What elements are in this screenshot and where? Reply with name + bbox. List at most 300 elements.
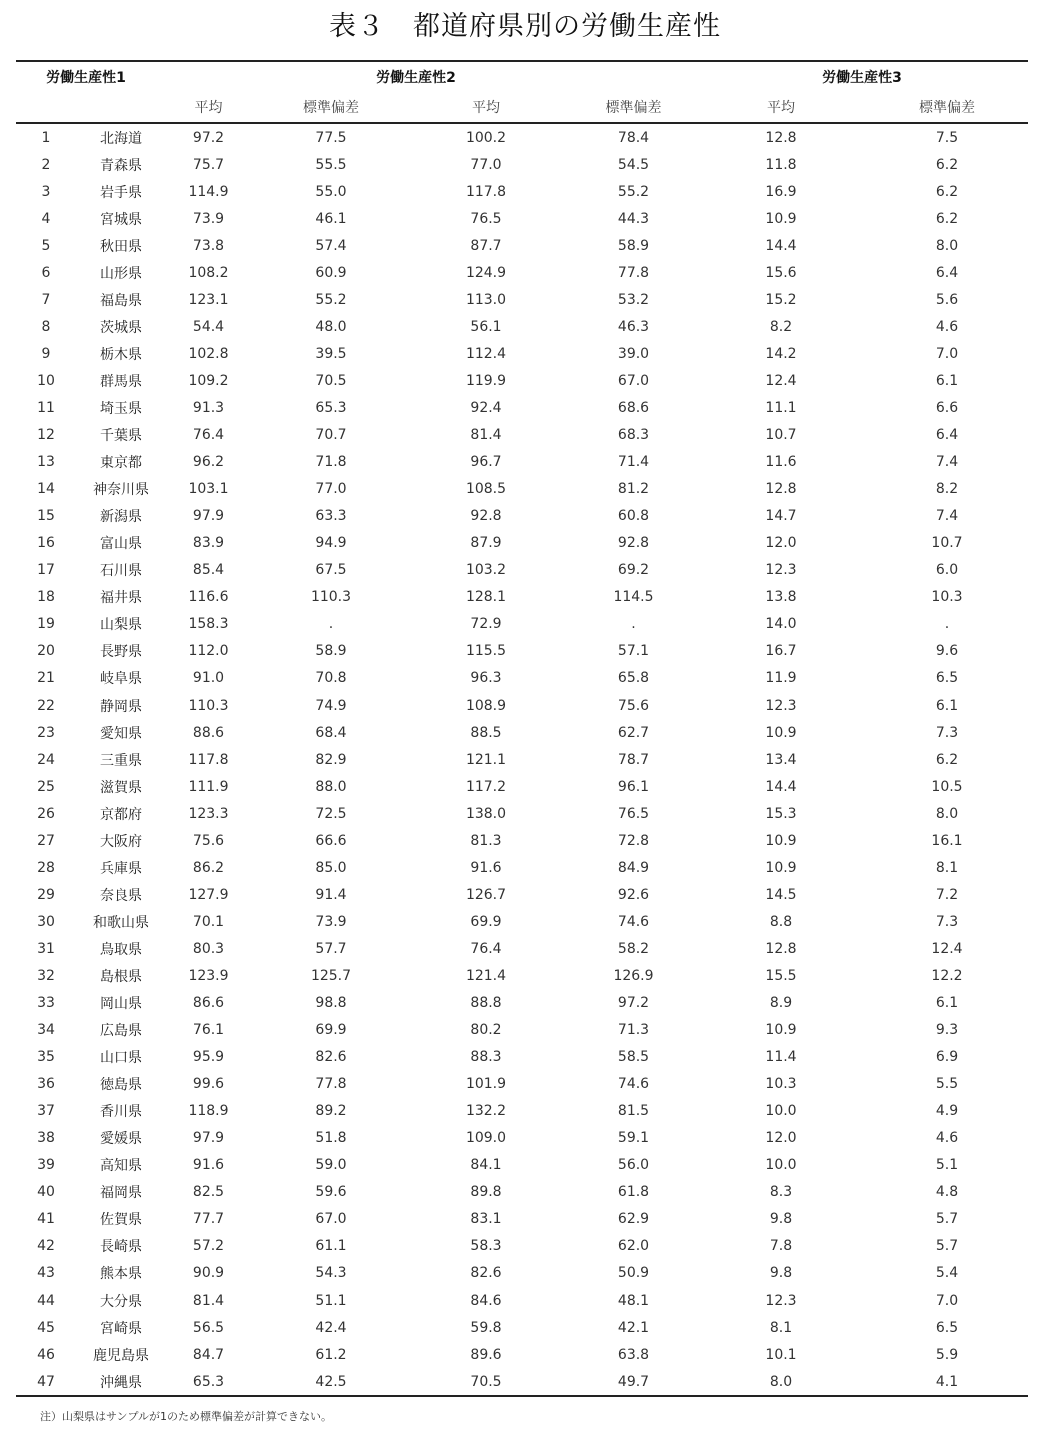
table-row bbox=[16, 1098, 1028, 1125]
cell-sd-2: 53.2 bbox=[617, 291, 650, 308]
cell-sd-1: 125.7 bbox=[310, 967, 352, 984]
cell-mean-2: 81.3 bbox=[470, 832, 502, 849]
cell-sd-2: 63.8 bbox=[617, 1346, 650, 1363]
cell-mean-3: 8.0 bbox=[696, 1368, 866, 1396]
cell-sd-3: 6.2 bbox=[935, 183, 959, 200]
cell-mean-3: 14.4 bbox=[765, 778, 797, 795]
cell-sd-3: 5.7 bbox=[935, 1211, 959, 1228]
cell-mean-2: 119.9 bbox=[465, 372, 507, 389]
row-number: 33 bbox=[37, 995, 55, 1012]
prefecture-name: 鹿児島県 bbox=[93, 1347, 149, 1364]
cell-sd-1: 82.9 bbox=[315, 751, 347, 768]
table-row bbox=[16, 422, 1028, 449]
table-row bbox=[16, 611, 1028, 638]
prefecture-name: 和歌山県 bbox=[93, 914, 149, 931]
prefecture-name: 山形県 bbox=[100, 265, 142, 282]
cell-mean-2: 87.7 bbox=[470, 237, 502, 254]
table-row bbox=[16, 990, 1028, 1017]
cell-sd-1: 51.1 bbox=[315, 1292, 347, 1309]
cell-mean-3: 10.7 bbox=[765, 427, 797, 444]
table-row bbox=[16, 151, 1028, 178]
cell-sd-3: 12.4 bbox=[931, 940, 963, 957]
row-number: 9 bbox=[41, 345, 51, 362]
cell-mean-1: 103.1 bbox=[188, 481, 229, 498]
cell-sd-3: 9.3 bbox=[935, 1022, 959, 1039]
cell-sd-2: 39.0 bbox=[617, 345, 650, 362]
cell-sd-2: 48.1 bbox=[617, 1292, 650, 1309]
row-number: 15 bbox=[37, 508, 55, 525]
cell-sd-2: 44.3 bbox=[617, 210, 650, 227]
row-number: 10 bbox=[37, 372, 55, 389]
cell-mean-1: 75.6 bbox=[192, 832, 225, 849]
row-number: 30 bbox=[37, 913, 55, 930]
cell-sd-3: 5.4 bbox=[935, 1265, 959, 1282]
cell-sd-1: 66.6 bbox=[315, 832, 347, 849]
cell-sd-3: 16.1 bbox=[931, 832, 963, 849]
cell-mean-1: 57.2 bbox=[192, 1238, 225, 1255]
cell-sd-1: 59.0 bbox=[315, 1157, 347, 1174]
row-number: 5 bbox=[41, 237, 51, 254]
cell-mean-3: 14.5 bbox=[765, 886, 797, 903]
cell-sd-1: 67.0 bbox=[315, 1211, 347, 1228]
group-header-productivity-3: 労働生産性3 bbox=[696, 61, 1028, 92]
cell-sd-3: 10.3 bbox=[931, 589, 963, 606]
cell-sd-3: 6.5 bbox=[935, 1319, 959, 1336]
row-number: 32 bbox=[37, 967, 55, 984]
table-row bbox=[16, 1341, 1028, 1368]
table-row bbox=[16, 854, 1028, 881]
cell-mean-3: 10.0 bbox=[765, 1103, 797, 1120]
cell-sd-1: 94.9 bbox=[315, 535, 347, 552]
row-number: 41 bbox=[37, 1211, 55, 1228]
row-number: 2 bbox=[41, 156, 51, 173]
cell-sd-1: 70.5 bbox=[315, 372, 347, 389]
cell-mean-2: 83.1 bbox=[470, 1211, 502, 1228]
cell-mean-1: 108.2 bbox=[188, 264, 229, 281]
cell-mean-1: 123.9 bbox=[188, 967, 229, 984]
cell-sd-1: 48.0 bbox=[315, 318, 347, 335]
table-row bbox=[16, 503, 1028, 530]
cell-sd-2: 81.5 bbox=[617, 1103, 650, 1120]
row-number: 3 bbox=[41, 183, 51, 200]
cell-sd-3: 9.6 bbox=[935, 643, 959, 660]
prefecture-name: 群馬県 bbox=[100, 373, 142, 390]
row-number: 42 bbox=[37, 1238, 55, 1255]
prefecture-name: 岐阜県 bbox=[100, 671, 142, 688]
cell-mean-3: 10.9 bbox=[765, 724, 797, 741]
cell-mean-2: 115.5 bbox=[465, 643, 507, 660]
cell-mean-1: 73.9 bbox=[192, 210, 225, 227]
table-row bbox=[16, 773, 1028, 800]
prefecture-name: 東京都 bbox=[100, 455, 142, 472]
cell-mean-3: 11.8 bbox=[765, 156, 797, 173]
table-row bbox=[16, 123, 1028, 151]
prefecture-name: 福井県 bbox=[100, 590, 142, 607]
cell-mean-1: 96.2 bbox=[192, 454, 225, 471]
row-number: 45 bbox=[37, 1319, 55, 1336]
cell-mean-2: 92.4 bbox=[470, 399, 502, 416]
prefecture-name: 大分県 bbox=[100, 1293, 142, 1310]
cell-sd-3: 7.3 bbox=[935, 913, 959, 930]
table-row bbox=[16, 1152, 1028, 1179]
cell-sd-3: 7.3 bbox=[935, 724, 959, 741]
cell-mean-3: 10.9 bbox=[765, 859, 797, 876]
productivity-table-container bbox=[16, 60, 1028, 1397]
cell-sd-3: 10.5 bbox=[931, 778, 963, 795]
cell-mean-1: 91.3 bbox=[192, 399, 225, 416]
cell-mean-1: 111.9 bbox=[188, 778, 229, 795]
row-number: 28 bbox=[37, 859, 55, 876]
cell-mean-2: 121.4 bbox=[465, 967, 507, 984]
cell-sd-2: 68.6 bbox=[617, 399, 650, 416]
prefecture-name: 沖縄県 bbox=[86, 1368, 156, 1396]
cell-mean-2: 88.5 bbox=[470, 724, 502, 741]
cell-sd-3: 6.9 bbox=[935, 1049, 959, 1066]
row-number: 23 bbox=[37, 724, 55, 741]
cell-sd-3: 6.2 bbox=[935, 156, 959, 173]
cell-mean-1: 76.4 bbox=[192, 427, 225, 444]
cell-mean-1: 97.2 bbox=[192, 129, 225, 146]
prefecture-name: 宮城県 bbox=[100, 211, 142, 228]
cell-mean-3: 12.8 bbox=[765, 129, 797, 146]
table-row bbox=[16, 746, 1028, 773]
cell-sd-3: 7.4 bbox=[935, 508, 959, 525]
prefecture-name: 福岡県 bbox=[100, 1185, 142, 1202]
cell-mean-1: 123.1 bbox=[188, 291, 229, 308]
cell-mean-3: 14.2 bbox=[765, 345, 797, 362]
table-row bbox=[16, 1233, 1028, 1260]
cell-mean-1: 95.9 bbox=[192, 1049, 225, 1066]
cell-sd-2: 58.2 bbox=[617, 940, 650, 957]
cell-mean-3: 12.3 bbox=[765, 562, 797, 579]
cell-mean-1: 65.3 bbox=[156, 1368, 261, 1396]
row-number: 34 bbox=[37, 1022, 55, 1039]
cell-sd-3: 6.1 bbox=[935, 372, 959, 389]
cell-sd-2: 69.2 bbox=[617, 562, 650, 579]
cell-sd-2: 114.5 bbox=[613, 589, 654, 606]
cell-sd-1: 71.8 bbox=[315, 454, 347, 471]
prefecture-name: 北海道 bbox=[100, 130, 142, 147]
table-body bbox=[16, 123, 1028, 1396]
cell-sd-2: 50.9 bbox=[617, 1265, 650, 1282]
cell-sd-3: 6.5 bbox=[935, 670, 959, 687]
row-number: 36 bbox=[37, 1076, 55, 1093]
cell-mean-2: 72.9 bbox=[470, 616, 502, 633]
cell-sd-3: 4.6 bbox=[935, 318, 959, 335]
row-number: 47 bbox=[16, 1368, 86, 1396]
cell-mean-3: 15.5 bbox=[765, 967, 797, 984]
cell-mean-3: 14.4 bbox=[765, 237, 797, 254]
cell-sd-1: 57.7 bbox=[315, 940, 347, 957]
row-number: 13 bbox=[37, 454, 55, 471]
prefecture-name: 愛媛県 bbox=[100, 1131, 142, 1148]
row-number: 19 bbox=[37, 616, 55, 633]
cell-sd-3: 6.4 bbox=[935, 264, 959, 281]
cell-mean-2: 96.7 bbox=[470, 454, 502, 471]
cell-sd-3: 4.9 bbox=[935, 1103, 959, 1120]
table-row bbox=[16, 394, 1028, 421]
prefecture-name: 高知県 bbox=[100, 1158, 142, 1175]
cell-sd-1: 89.2 bbox=[315, 1103, 347, 1120]
cell-sd-2: 78.7 bbox=[617, 751, 650, 768]
cell-mean-3: 14.7 bbox=[765, 508, 797, 525]
cell-mean-3: 12.3 bbox=[765, 1292, 797, 1309]
table-row bbox=[16, 178, 1028, 205]
cell-mean-2: 124.9 bbox=[465, 264, 507, 281]
cell-sd-2: 75.6 bbox=[617, 697, 650, 714]
cell-mean-1: 70.1 bbox=[192, 913, 225, 930]
cell-mean-1: 99.6 bbox=[192, 1076, 225, 1093]
cell-mean-2: 112.4 bbox=[465, 345, 507, 362]
row-number: 26 bbox=[37, 805, 55, 822]
cell-sd-2: 62.0 bbox=[617, 1238, 650, 1255]
cell-sd-2: 96.1 bbox=[617, 778, 650, 795]
cell-mean-2: 84.6 bbox=[470, 1292, 502, 1309]
cell-sd-3: 8.2 bbox=[935, 481, 959, 498]
cell-mean-3: 13.8 bbox=[765, 589, 797, 606]
cell-sd-1: 77.5 bbox=[315, 129, 347, 146]
cell-mean-1: 91.0 bbox=[192, 670, 225, 687]
cell-mean-2: 113.0 bbox=[465, 291, 507, 308]
cell-mean-2: 100.2 bbox=[465, 129, 507, 146]
table-row bbox=[16, 205, 1028, 232]
cell-sd-1: 67.5 bbox=[315, 562, 347, 579]
cell-sd-1: 110.3 bbox=[310, 589, 352, 606]
prefecture-name: 富山県 bbox=[100, 536, 142, 553]
cell-sd-1: 77.0 bbox=[315, 481, 347, 498]
cell-sd-2: 65.8 bbox=[617, 670, 650, 687]
cell-mean-3: 11.6 bbox=[765, 454, 797, 471]
cell-sd-1: 70.7 bbox=[315, 427, 347, 444]
cell-mean-1: 91.6 bbox=[192, 1157, 225, 1174]
cell-mean-3: 8.2 bbox=[769, 318, 793, 335]
table-row bbox=[16, 1206, 1028, 1233]
cell-mean-3: 8.1 bbox=[769, 1319, 793, 1336]
cell-mean-2: 89.8 bbox=[470, 1184, 502, 1201]
cell-mean-3: 12.0 bbox=[765, 535, 797, 552]
cell-mean-2: 88.3 bbox=[470, 1049, 502, 1066]
cell-sd-3: 7.5 bbox=[935, 129, 959, 146]
cell-mean-3: 10.9 bbox=[765, 210, 797, 227]
cell-mean-2: 108.9 bbox=[465, 697, 507, 714]
cell-mean-3: 8.8 bbox=[769, 913, 793, 930]
prefecture-name: 島根県 bbox=[100, 968, 142, 985]
cell-mean-1: 109.2 bbox=[188, 372, 229, 389]
cell-mean-1: 56.5 bbox=[192, 1319, 225, 1336]
cell-sd-2: 60.8 bbox=[617, 508, 650, 525]
table-row bbox=[16, 935, 1028, 962]
cell-mean-1: 84.7 bbox=[192, 1346, 225, 1363]
row-number: 44 bbox=[37, 1292, 55, 1309]
cell-sd-1: 55.5 bbox=[315, 156, 347, 173]
cell-sd-3: 4.1 bbox=[866, 1368, 1028, 1396]
cell-sd-1: 68.4 bbox=[315, 724, 347, 741]
cell-mean-2: 103.2 bbox=[465, 562, 507, 579]
prefecture-name: 大阪府 bbox=[100, 833, 142, 850]
table-header bbox=[16, 61, 1028, 123]
cell-mean-1: 123.3 bbox=[188, 805, 229, 822]
cell-mean-1: 75.7 bbox=[192, 156, 225, 173]
cell-sd-3: 12.2 bbox=[931, 967, 963, 984]
prefecture-name: 鳥取県 bbox=[100, 941, 142, 958]
table-row bbox=[16, 313, 1028, 340]
group-header-productivity-1: 労働生産性1 bbox=[16, 61, 156, 92]
cell-mean-3: 10.0 bbox=[765, 1157, 797, 1174]
prefecture-name: 岡山県 bbox=[100, 996, 142, 1013]
cell-mean-2: 88.8 bbox=[470, 995, 502, 1012]
row-number: 24 bbox=[37, 751, 55, 768]
cell-sd-2: 77.8 bbox=[617, 264, 650, 281]
cell-mean-1: 97.9 bbox=[192, 1130, 225, 1147]
sub-header-empty-pref bbox=[86, 92, 156, 123]
cell-mean-3: 10.3 bbox=[765, 1076, 797, 1093]
cell-sd-3: 7.4 bbox=[935, 454, 959, 471]
prefecture-name: 新潟県 bbox=[100, 509, 142, 526]
sub-header-mean-2: 平均 bbox=[401, 92, 571, 123]
cell-mean-3: 11.1 bbox=[765, 399, 797, 416]
cell-sd-3: 8.0 bbox=[935, 237, 959, 254]
row-number: 12 bbox=[37, 427, 55, 444]
row-number: 14 bbox=[37, 481, 55, 498]
cell-mean-2: 76.5 bbox=[470, 210, 502, 227]
cell-sd-1: . bbox=[328, 616, 334, 633]
cell-sd-3: 6.6 bbox=[935, 399, 959, 416]
cell-sd-2: 55.2 bbox=[617, 183, 650, 200]
table-row bbox=[16, 962, 1028, 989]
cell-mean-1: 86.6 bbox=[192, 995, 225, 1012]
table-row bbox=[16, 1071, 1028, 1098]
prefecture-name: 静岡県 bbox=[100, 698, 142, 715]
sub-header-sd-2: 標準偏差 bbox=[571, 92, 696, 123]
cell-mean-2: 101.9 bbox=[465, 1076, 507, 1093]
cell-mean-2: 132.2 bbox=[465, 1103, 507, 1120]
cell-sd-3: 6.2 bbox=[935, 210, 959, 227]
prefecture-name: 神奈川県 bbox=[93, 482, 149, 499]
cell-mean-3: 10.1 bbox=[765, 1346, 797, 1363]
cell-sd-1: 73.9 bbox=[315, 913, 347, 930]
cell-mean-3: 15.3 bbox=[765, 805, 797, 822]
table-row bbox=[16, 1314, 1028, 1341]
cell-mean-2: 87.9 bbox=[470, 535, 502, 552]
table-row bbox=[16, 665, 1028, 692]
cell-sd-3: 6.4 bbox=[935, 427, 959, 444]
row-number: 39 bbox=[37, 1157, 55, 1174]
sub-header-sd-3: 標準偏差 bbox=[866, 92, 1028, 123]
cell-mean-3: 12.8 bbox=[765, 940, 797, 957]
cell-sd-1: 88.0 bbox=[315, 778, 347, 795]
cell-mean-3: 15.6 bbox=[765, 264, 797, 281]
cell-mean-3: 12.8 bbox=[765, 481, 797, 498]
cell-sd-2: 54.5 bbox=[617, 156, 650, 173]
prefecture-name: 長野県 bbox=[100, 644, 142, 661]
cell-mean-3: 16.7 bbox=[765, 643, 797, 660]
table-row bbox=[16, 1368, 1028, 1396]
cell-sd-3: 5.9 bbox=[935, 1346, 959, 1363]
prefecture-name: 青森県 bbox=[100, 157, 142, 174]
cell-mean-1: 54.4 bbox=[192, 318, 225, 335]
cell-sd-3: 6.2 bbox=[935, 751, 959, 768]
table-row bbox=[16, 1287, 1028, 1314]
cell-mean-3: 8.9 bbox=[769, 995, 793, 1012]
prefecture-name: 岩手県 bbox=[100, 184, 142, 201]
cell-sd-2: 62.7 bbox=[617, 724, 650, 741]
group-header-spacer-2 bbox=[571, 61, 696, 92]
table-row bbox=[16, 449, 1028, 476]
cell-sd-1: 55.0 bbox=[315, 183, 347, 200]
cell-sd-2: 74.6 bbox=[617, 913, 650, 930]
sub-header-mean-1: 平均 bbox=[156, 92, 261, 123]
sub-header-row bbox=[16, 92, 1028, 123]
productivity-table bbox=[16, 60, 1028, 1397]
cell-mean-1: 88.6 bbox=[192, 724, 225, 741]
row-number: 11 bbox=[37, 399, 55, 416]
prefecture-name: 三重県 bbox=[100, 752, 142, 769]
cell-sd-1: 77.8 bbox=[315, 1076, 347, 1093]
prefecture-name: 奈良県 bbox=[100, 887, 142, 904]
cell-mean-2: 121.1 bbox=[465, 751, 507, 768]
cell-sd-3: 5.1 bbox=[935, 1157, 959, 1174]
footnote: 注）山梨県はサンプルが1のため標準偏差が計算できない。 bbox=[40, 1410, 333, 1423]
cell-sd-2: 126.9 bbox=[613, 967, 654, 984]
row-number: 43 bbox=[37, 1265, 55, 1282]
cell-sd-2: 49.7 bbox=[571, 1368, 696, 1396]
cell-sd-2: 68.3 bbox=[617, 427, 650, 444]
cell-sd-2: 61.8 bbox=[617, 1184, 650, 1201]
cell-mean-1: 112.0 bbox=[188, 643, 229, 660]
prefecture-name: 長崎県 bbox=[100, 1239, 142, 1256]
cell-mean-2: 80.2 bbox=[470, 1022, 502, 1039]
table-row bbox=[16, 557, 1028, 584]
prefecture-name: 佐賀県 bbox=[100, 1212, 142, 1229]
prefecture-name: 茨城県 bbox=[100, 319, 142, 336]
row-number: 35 bbox=[37, 1049, 55, 1066]
table-row bbox=[16, 800, 1028, 827]
table-row bbox=[16, 367, 1028, 394]
cell-mean-2: 70.5 bbox=[401, 1368, 571, 1396]
cell-mean-1: 82.5 bbox=[192, 1184, 225, 1201]
prefecture-name: 徳島県 bbox=[100, 1077, 142, 1094]
cell-mean-3: 9.8 bbox=[769, 1265, 793, 1282]
table-row bbox=[16, 1125, 1028, 1152]
cell-mean-3: 11.4 bbox=[765, 1049, 797, 1066]
prefecture-name: 千葉県 bbox=[100, 428, 142, 445]
cell-sd-1: 61.1 bbox=[315, 1238, 347, 1255]
cell-mean-1: 83.9 bbox=[192, 535, 225, 552]
cell-mean-1: 102.8 bbox=[188, 345, 229, 362]
cell-sd-1: 51.8 bbox=[315, 1130, 347, 1147]
cell-mean-3: 12.3 bbox=[765, 697, 797, 714]
sub-header-sd-1: 標準偏差 bbox=[261, 92, 401, 123]
cell-sd-2: 71.4 bbox=[617, 454, 650, 471]
table-row bbox=[16, 719, 1028, 746]
cell-sd-1: 91.4 bbox=[315, 886, 347, 903]
cell-mean-1: 118.9 bbox=[188, 1103, 229, 1120]
cell-sd-1: 42.4 bbox=[315, 1319, 347, 1336]
cell-sd-1: 54.3 bbox=[315, 1265, 347, 1282]
cell-sd-2: 81.2 bbox=[617, 481, 650, 498]
prefecture-name: 滋賀県 bbox=[100, 779, 142, 796]
table-row bbox=[16, 638, 1028, 665]
cell-sd-3: 5.7 bbox=[935, 1238, 959, 1255]
table-row bbox=[16, 881, 1028, 908]
prefecture-name: 山梨県 bbox=[100, 617, 142, 634]
cell-mean-1: 110.3 bbox=[188, 697, 229, 714]
cell-sd-3: 6.1 bbox=[935, 995, 959, 1012]
table-row bbox=[16, 1179, 1028, 1206]
cell-mean-3: 10.9 bbox=[765, 832, 797, 849]
cell-sd-1: 63.3 bbox=[315, 508, 347, 525]
prefecture-name: 愛知県 bbox=[100, 725, 142, 742]
